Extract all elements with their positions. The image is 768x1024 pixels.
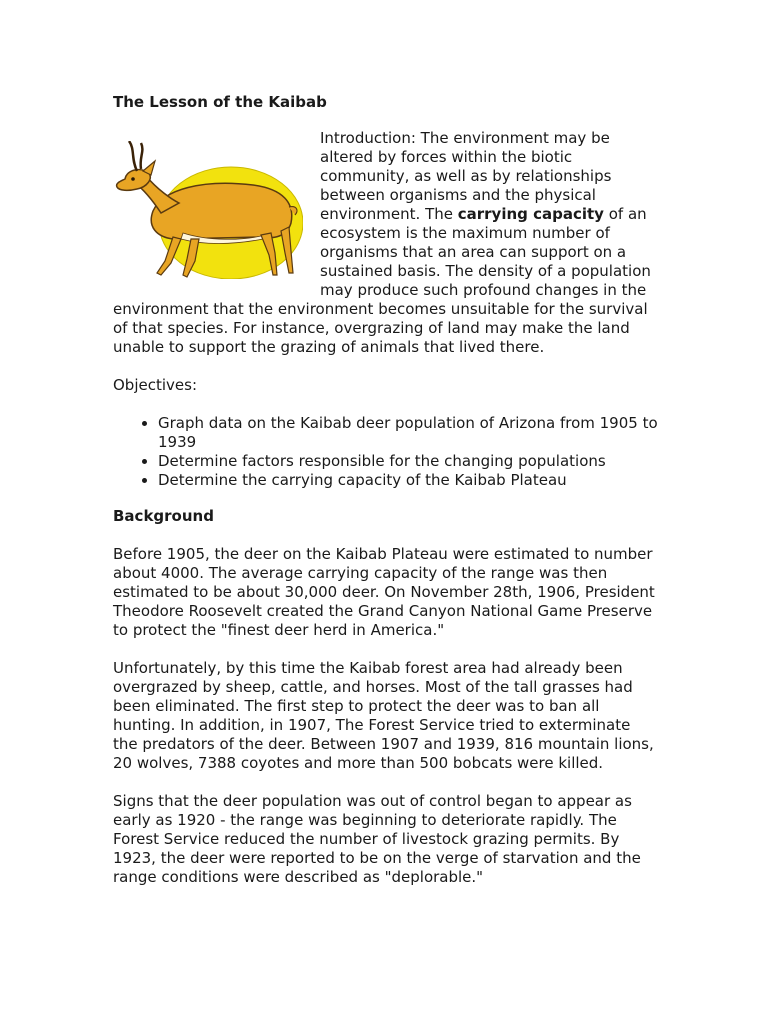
document-title: The Lesson of the Kaibab	[113, 93, 327, 111]
objectives-list	[113, 414, 658, 490]
introduction-section	[113, 129, 658, 376]
document-content	[113, 93, 658, 906]
background-paragraph: Unfortunately, by this time the Kaibab forest area had already been overgrazed by sheep, cattle, and horses. Most of the tall grasses had been eliminated. The first step to protect the deer was to ban all hunting. In addition, in 1907, The Forest Service tried to exterminate the predators of the deer. Between 1907 and 1939, 816 mountain lions, 20 wolves, 7388 coyotes and more than 500 bobcats were killed.	[113, 659, 654, 772]
objective-item: • Determine factors responsible for the changing populations	[158, 452, 658, 471]
background-heading: Background	[113, 507, 214, 525]
deer-illustration	[113, 141, 303, 279]
intro-rest: of an ecosystem is the maximum number of organisms that an area can support on a sustained basis. The density of a population may produce such profound changes in the environment that the environment becomes unsuitable for the survival of that species. For instance, overgrazing of land may make the land unable to support the grazing of animals that lived there.	[113, 205, 651, 356]
deer-clipart-icon	[113, 141, 303, 279]
intro-lead: Introduction: The environment may be altered by forces within the biotic community, as well as by relationships between organisms and the physical environment. The	[320, 129, 612, 223]
objectives-heading: Objectives:	[113, 376, 197, 394]
objective-item: • Determine the carrying capacity of the Kaibab Plateau	[158, 471, 658, 490]
carrying-capacity-term: carrying capacity	[457, 205, 604, 223]
objective-item: • Graph data on the Kaibab deer population of Arizona from 1905 to 1939	[158, 414, 658, 452]
background-paragraph: Signs that the deer population was out of control began to appear as early as 1920 - the range was beginning to deteriorate rapidly. The Forest Service reduced the number of livestock grazing permits. By 1923, the deer were reported to be on the verge of starvation and the range conditions were described as "deplorable."	[113, 792, 641, 886]
background-paragraph: Before 1905, the deer on the Kaibab Plateau were estimated to number about 4000. The average carrying capacity of the range was then estimated to be about 30,000 deer. On November 28th, 1906, President Theodore Roosevelt created the Grand Canyon National Game Preserve to protect the "finest deer herd in America."	[113, 545, 655, 639]
